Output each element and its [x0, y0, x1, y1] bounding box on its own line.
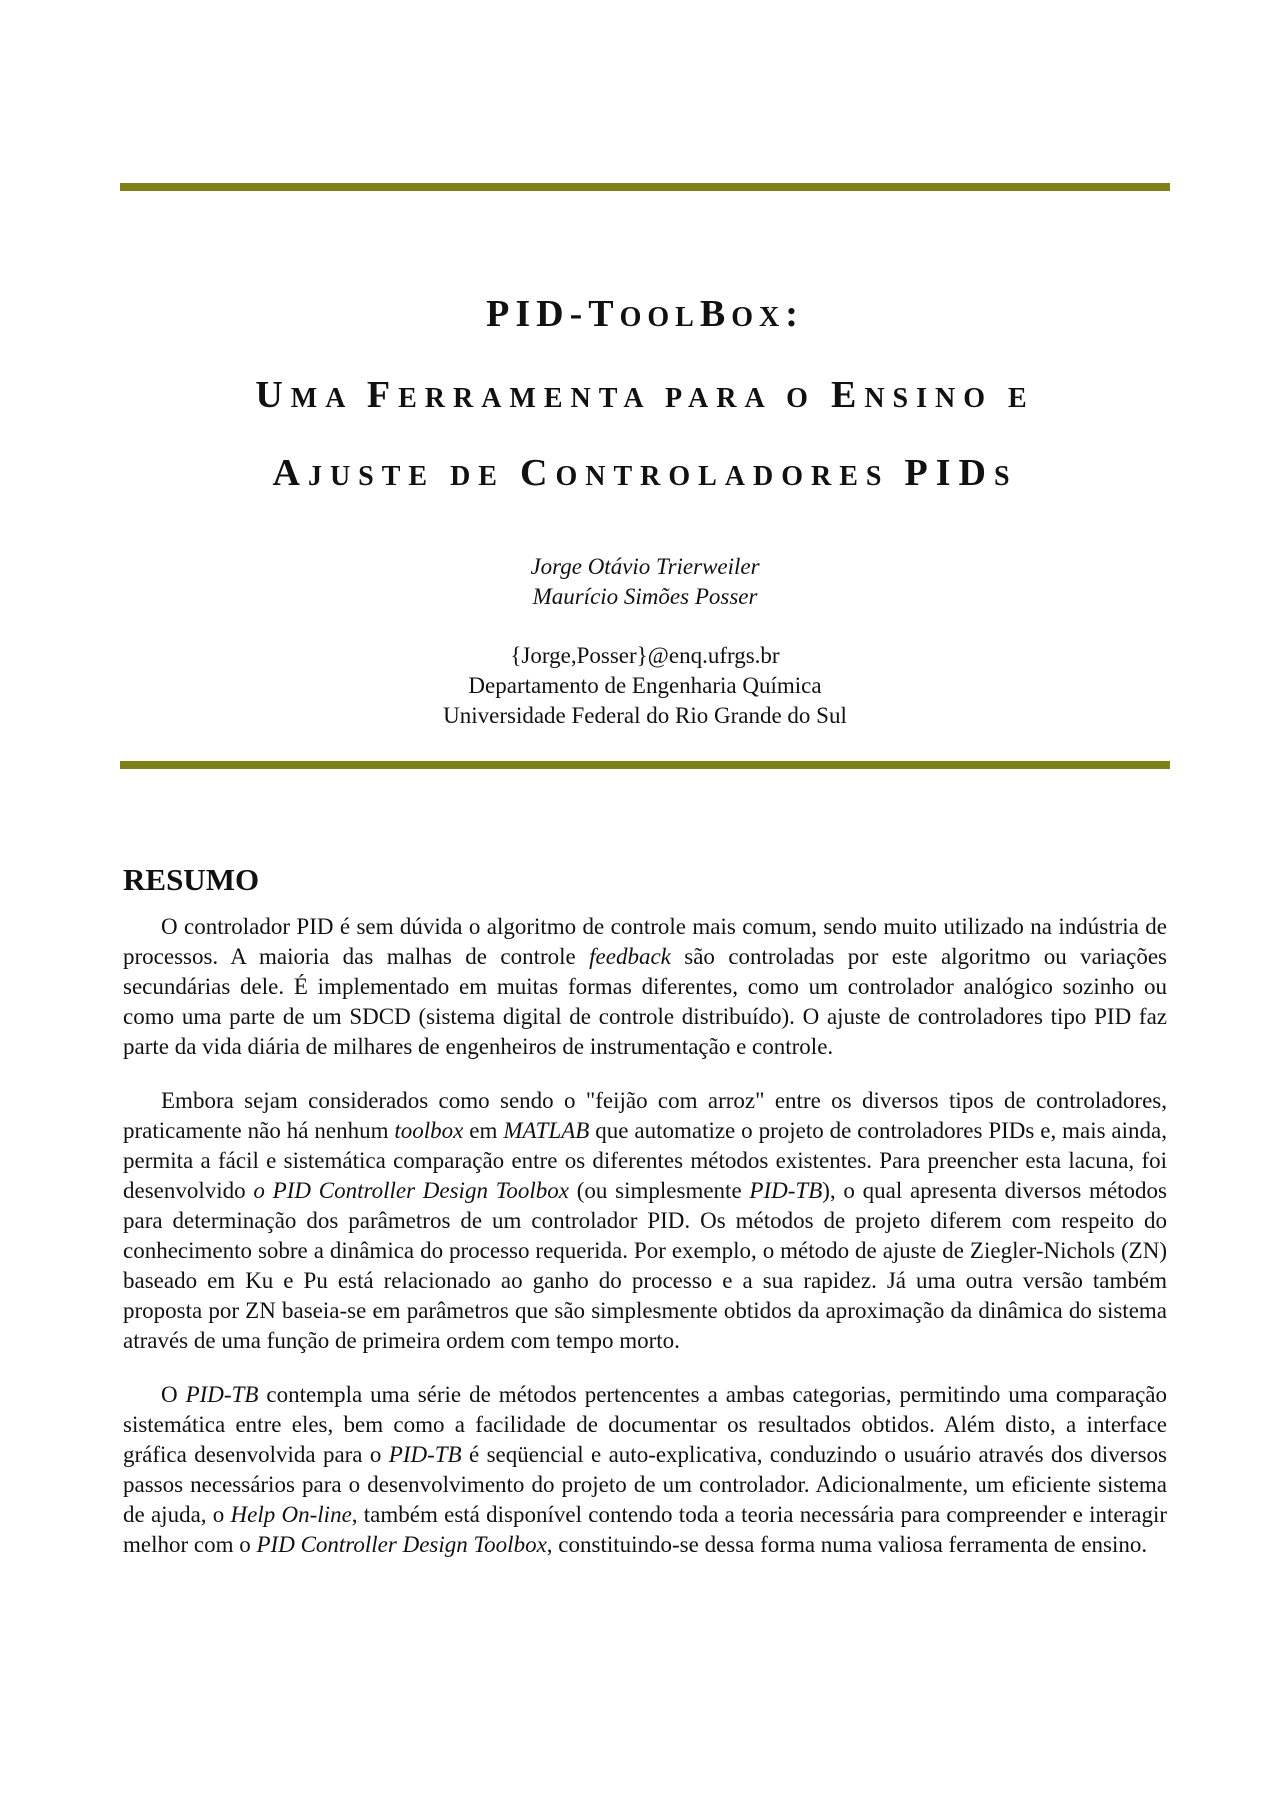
title-line-1: PID-TOOLBOX:: [486, 293, 804, 335]
abstract-body: [123, 912, 1167, 1584]
author-name: Jorge Otávio Trierweiler: [530, 554, 760, 579]
affiliation-block: [120, 641, 1170, 731]
university-name: Universidade Federal do Rio Grande do Sul: [443, 703, 847, 728]
abstract-paragraph-2: Embora sejam considerados como sendo o "feijão com arroz" entre os diversos tipos de controladores, praticamente não há nenhum toolbox em MATLAB que automatize o projeto de controladores PIDs e, mais ainda, permita a fácil e sistemática comparação entre os diferentes métodos existentes. Para preencher esta lacuna, foi desenvolvido o PID Controller Design Toolbox (ou simplesmente PID-TB), o qual apresenta diversos métodos para determinação dos parâmetros de um controlador PID. Os métodos de projeto diferem com respeito do conhecimento sobre a dinâmica do processo requerida. Por exemplo, o método de ajuste de Ziegler-Nichols (ZN) baseado em Ku e Pu está relacionado ao ganho do processo e a sua rapidez. Já uma outra versão também proposta por ZN baseia-se em parâmetros que são simplesmente obtidos da aproximação da dinâmica do sistema através de uma função de primeira ordem com tempo morto.: [123, 1088, 1167, 1353]
top-divider-rule: [120, 183, 1170, 191]
author-email: {Jorge,Posser}@enq.ufrgs.br: [510, 643, 780, 668]
title-line-3: AJUSTE DE CONTROLADORES PIDS: [272, 452, 1018, 494]
department-name: Departamento de Engenharia Química: [468, 673, 822, 698]
author-name: Maurício Simões Posser: [532, 584, 758, 609]
title-line-2: UMA FERRAMENTA PARA O ENSINO E: [255, 374, 1035, 416]
author-list: [120, 552, 1170, 612]
abstract-paragraph-3: O PID-TB contempla uma série de métodos pertencentes a ambas categorias, permitindo uma comparação sistemática entre eles, bem como a facilidade de documentar os resultados obtidos. Além disto, a interface gráfica desenvolvida para o PID-TB é seqüencial e auto-explicativa, conduzindo o usuário através dos diversos passos necessários para o desenvolvimento do projeto de um controlador. Adicionalmente, um eficiente sistema de ajuda, o Help On-line, também está disponível contendo toda a teoria necessária para compreender e interagir melhor com o PID Controller Design Toolbox, constituindo-se dessa forma numa valiosa ferramenta de ensino.: [123, 1382, 1168, 1557]
abstract-heading: RESUMO: [123, 862, 260, 897]
abstract-paragraph-1: O controlador PID é sem dúvida o algoritmo de controle mais comum, sendo muito utilizado na indústria de processos. A maioria das malhas de controle feedback são controladas por este algoritmo ou variações secundárias dele. É implementado em muitas formas diferentes, como um controlador analógico sozinho ou como uma parte de um SDCD (sistema digital de controle distribuído). O ajuste de controladores tipo PID faz parte da vida diária de milhares de engenheiros de instrumentação e controle.: [123, 914, 1167, 1059]
bottom-divider-rule: [120, 761, 1170, 769]
